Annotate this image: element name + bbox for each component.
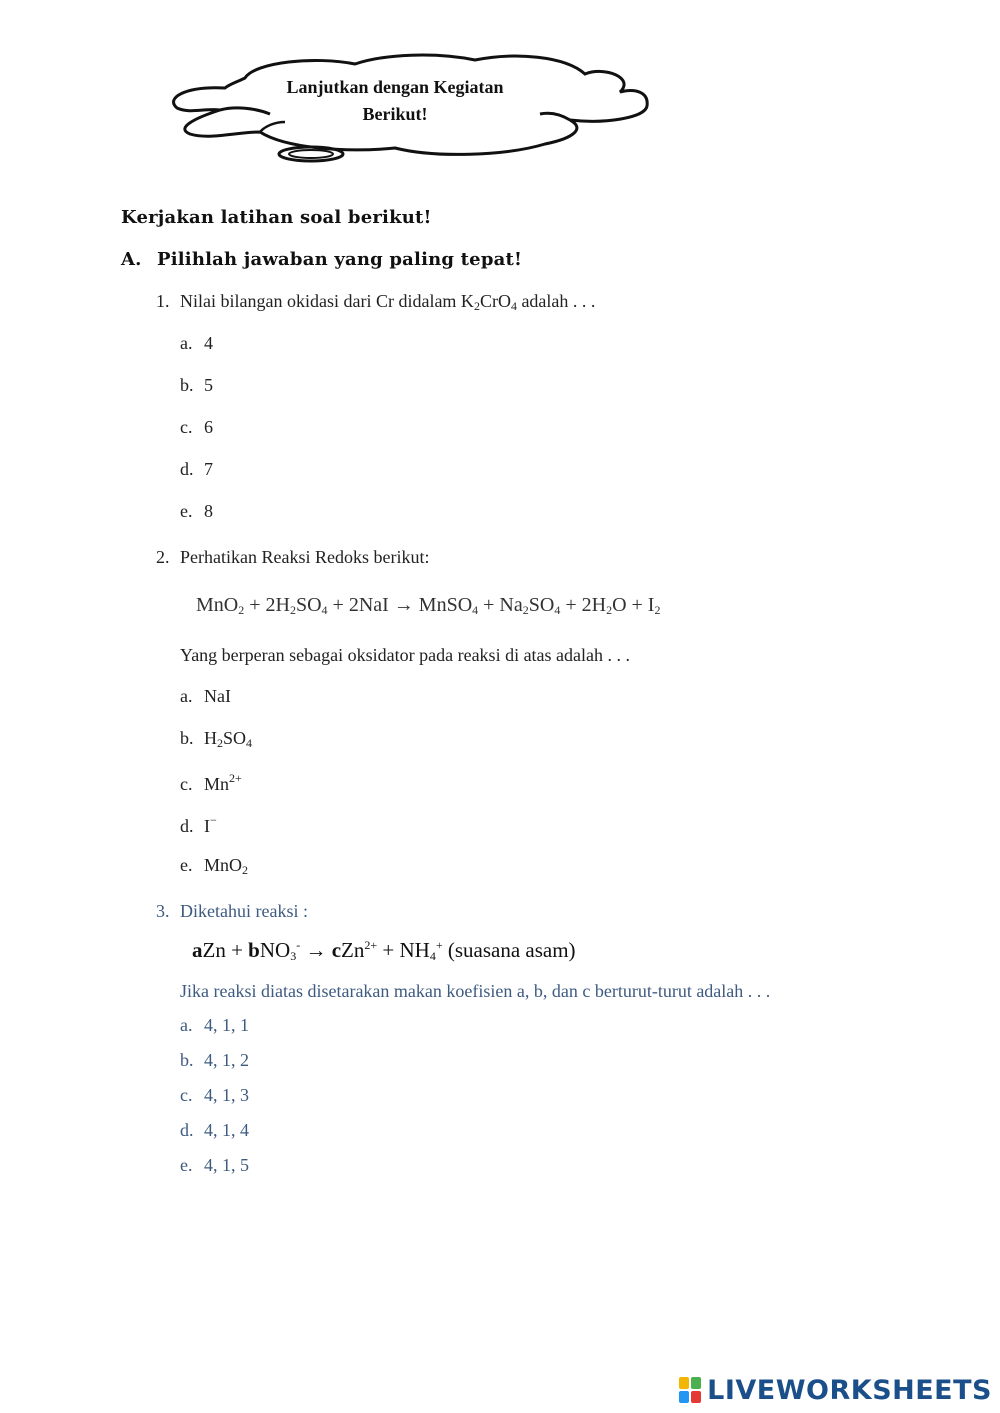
- question-3: [156, 901, 308, 922]
- q2-option-e[interactable]: e. MnO$_2$: [180, 855, 249, 877]
- option-text: 6: [204, 417, 213, 437]
- instruction-heading: Kerjakan latihan soal berikut!: [121, 207, 432, 228]
- liveworksheets-logo[interactable]: [679, 1373, 992, 1407]
- question-1: [156, 291, 595, 314]
- subscript: 2: [473, 299, 480, 313]
- option-letter: b.: [180, 375, 194, 395]
- option-letter: d.: [180, 816, 194, 836]
- q2-option-d[interactable]: d. I−: [180, 813, 217, 836]
- question-number: 1.: [156, 291, 170, 311]
- q2-option-b[interactable]: b. $H_2SO_4$: [180, 728, 253, 750]
- section-letter: A.: [121, 249, 142, 270]
- option-letter: b.: [180, 1050, 194, 1070]
- option-letter: e.: [180, 855, 193, 875]
- option-text: 4, 1, 2: [204, 1050, 249, 1070]
- question-text: CrO: [479, 291, 511, 311]
- question-text: Nilai bilangan okidasi dari Cr didalam K: [180, 291, 474, 311]
- option-text: NaI: [204, 686, 231, 706]
- q3-question-text: Jika reaksi diatas disetarakan makan koefisien a, b, dan c berturut-turut adalah . . .: [180, 981, 771, 1001]
- logo-text: LIVEWORKSHEETS: [707, 1374, 992, 1406]
- question-text: adalah . . .: [516, 291, 596, 311]
- q3-option-b[interactable]: [180, 1050, 249, 1071]
- option-text: 7: [204, 459, 213, 479]
- subscript: 4: [510, 299, 517, 313]
- q3-option-a[interactable]: [180, 1015, 249, 1036]
- option-letter: d.: [180, 459, 194, 479]
- option-letter: a.: [180, 1015, 193, 1035]
- question-text: Perhatikan Reaksi Redoks berikut:: [180, 547, 430, 567]
- question-text: Diketahui reaksi :: [180, 901, 308, 921]
- logo-icon: [679, 1377, 701, 1403]
- section-title: Pilihlah jawaban yang paling tepat!: [157, 249, 523, 270]
- q1-option-c[interactable]: [180, 417, 213, 438]
- q2-question-text: Yang berperan sebagai oksidator pada reaksi di atas adalah . . .: [180, 645, 631, 665]
- question-number: 2.: [156, 547, 170, 567]
- q3-option-c[interactable]: [180, 1085, 249, 1106]
- q1-option-e[interactable]: [180, 501, 213, 522]
- question-2: [156, 547, 429, 568]
- option-letter: c.: [180, 774, 193, 794]
- redox-equation: $MnO_2 + 2H_2SO_4 + 2NaI$ → MnSO$_4$ + $Na_2SO_4 + 2H_2O + I_2$: [196, 594, 661, 617]
- banner-text: [250, 74, 540, 128]
- option-text: 4, 1, 5: [204, 1155, 249, 1175]
- q1-option-d[interactable]: [180, 459, 213, 480]
- option-text: 4, 1, 1: [204, 1015, 249, 1035]
- q1-option-b[interactable]: [180, 375, 213, 396]
- option-text: 4, 1, 4: [204, 1120, 249, 1140]
- option-letter: e.: [180, 1155, 193, 1175]
- option-letter: a.: [180, 333, 193, 353]
- section-heading: [121, 249, 522, 270]
- option-text: 8: [204, 501, 213, 521]
- q2-option-a[interactable]: [180, 686, 231, 707]
- option-letter: d.: [180, 1120, 194, 1140]
- option-text: 4, 1, 3: [204, 1085, 249, 1105]
- q1-option-a[interactable]: [180, 333, 213, 354]
- q3-option-e[interactable]: [180, 1155, 249, 1176]
- option-letter: b.: [180, 728, 194, 748]
- banner-line-2: Berikut!: [362, 104, 428, 124]
- q2-option-c[interactable]: c. $Mn^{2+}$: [180, 771, 242, 794]
- banner-line-1: Lanjutkan dengan Kegiatan: [286, 77, 504, 97]
- q3-option-d[interactable]: [180, 1120, 249, 1141]
- option-letter: a.: [180, 686, 193, 706]
- option-letter: e.: [180, 501, 193, 521]
- option-letter: c.: [180, 1085, 193, 1105]
- option-text: 4: [204, 333, 213, 353]
- zinc-equation: aZn + $bNO_3^- \to cZn^{2+} + NH_4^+$ (suasana asam): [192, 938, 576, 963]
- option-letter: c.: [180, 417, 193, 437]
- option-text: 5: [204, 375, 213, 395]
- question-number: 3.: [156, 901, 170, 921]
